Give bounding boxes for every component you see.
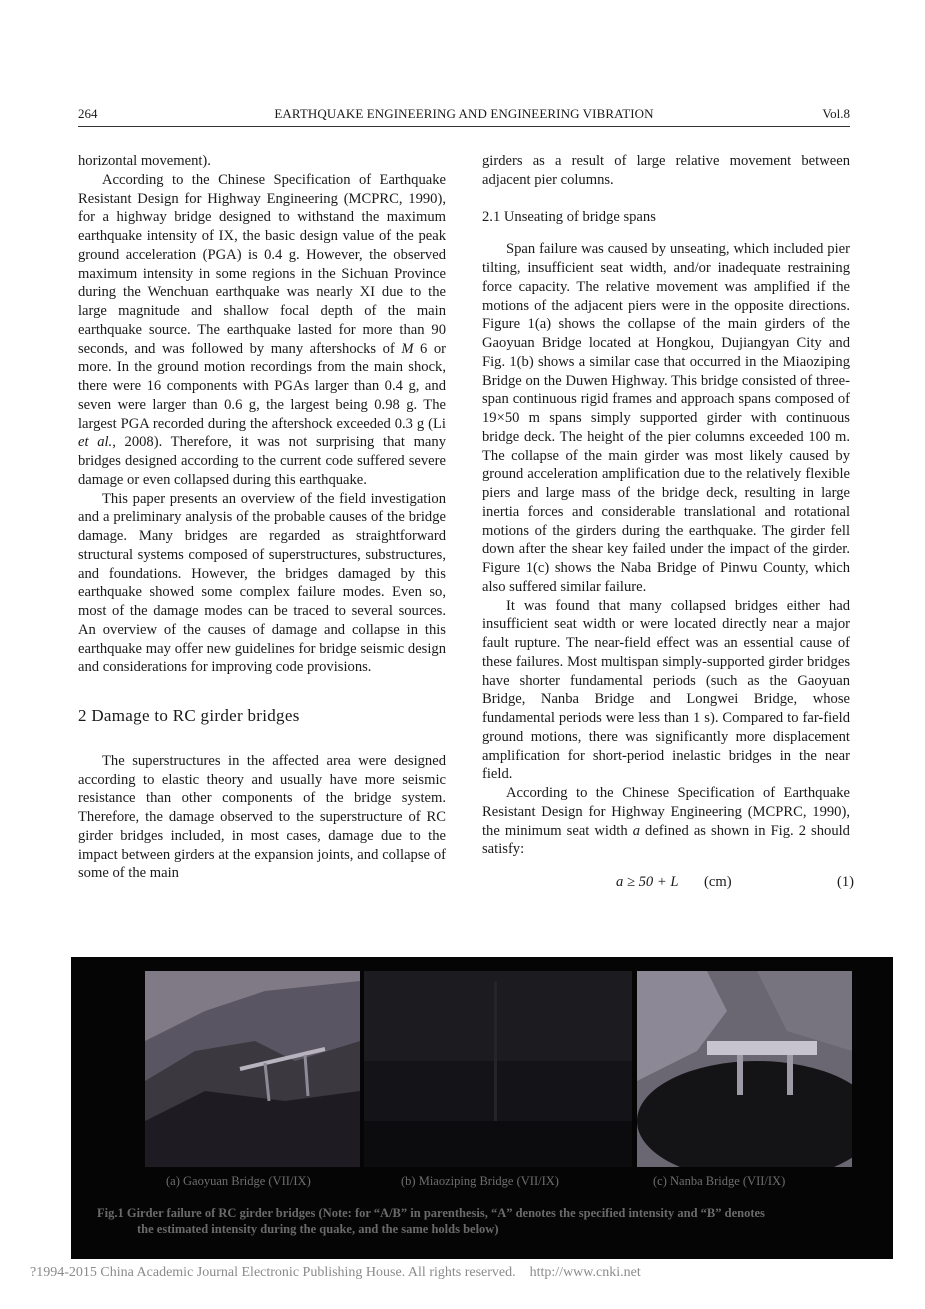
page-number: 264 [78, 106, 98, 121]
paragraph: It was found that many collapsed bridges either had insufficient seat width or were located directly near a major fault rupture. The near-field effect was an essential cause of these failures. Most multispan simply-supported girder bridges have shorter fundamental periods (such as the Gaoyuan Bridge, Nanba Bridge and Longwei Bridge, whose fundamental periods were less than 1 s). Compared to far-field ground motions, there was significantly more displacement amplification for short-period inelastic bridges in the near field. [482, 597, 850, 783]
figure-1 [71, 957, 893, 1259]
paragraph: According to the Chinese Specification of Earthquake Resistant Design for Highway Engineering (MCPRC, 1990), for a highway bridge designed to withstand the maximum earthquake intensity of IX, the basic design value of the peak ground acceleration (PGA) is 0.4 g. However, the observed maximum intensity in some regions in the Sichuan Province during the Wenchuan earthquake was nearly XI due to the large magnitude and shallow focal depth of the main earthquake source. The earthquake lasted for more than 90 seconds, and was followed by many aftershocks of M 6 or more. In the ground motion recordings from the main shock, there were 16 components with PGAs larger than 0.4 g, and seven were larger than 0.6 g, the largest being 0.98 g. The largest PGA recorded during the aftershock exceeded 0.3 g (Li et al., 2008). Therefore, it was not surprising that many bridges designed according to the current code suffered severe damage or even collapsed during this earthquake. [78, 171, 446, 488]
equation-unit: (cm) [704, 874, 732, 890]
photo-nanba-bridge [637, 971, 852, 1167]
equation-formula: a ≥ 50 + L [616, 874, 679, 890]
volume-label: Vol.8 [822, 106, 850, 121]
left-column [78, 152, 446, 883]
subsection-heading: 2.1 Unseating of bridge spans [482, 208, 656, 225]
photo-miaoziping-bridge [364, 971, 632, 1167]
footer [30, 1265, 830, 1281]
paragraph: This paper presents an overview of the field investigation and a preliminary analysis of the probable causes of the bridge damage. Many bridges are regarded as straightforward structural systems composed of superstructures, substructures, and foundations. However, the bridges damaged by this earthquake showed some complex failure modes. Even so, most of the damage modes can be traced to several sources. An overview of the causes of damage and collapse in this earthquake may offer new guidelines for bridge seismic design and considerations for improving code provisions. [78, 490, 446, 676]
section-heading: 2 Damage to RC girder bridges [78, 706, 300, 725]
copyright-notice: ?1994-2015 China Academic Journal Electronic Publishing House. All rights reserved. [30, 1265, 516, 1280]
paragraph: girders as a result of large relative movement between adjacent pier columns. [482, 153, 850, 188]
subcaption-a: (a) Gaoyuan Bridge (VII/IX) [166, 1174, 311, 1188]
figure-caption-line-2: the estimated intensity during the quake, and the same holds below) [137, 1222, 499, 1236]
subcaption-b: (b) Miaoziping Bridge (VII/IX) [401, 1174, 559, 1188]
equation-number: (1) [836, 874, 854, 890]
right-column [482, 152, 854, 897]
paragraph: The superstructures in the affected area were designed according to elastic theory and usually have more seismic resistance than other components of the bridge system. Therefore, the damage observed to the superstructure of RC girder bridges included, in most cases, damage due to the impact between girders at the expansion joints, and collapse of some of the main [78, 752, 446, 882]
paragraph: According to the Chinese Specification of Earthquake Resistant Design for Highway Engineering (MCPRC, 1990), the minimum seat width a defined as shown in Fig. 2 should satisfy: [482, 785, 850, 858]
equation-1 [482, 871, 854, 897]
figure-caption-line-1: Fig.1 Girder failure of RC girder bridges (Note: for “A/B” in parenthesis, “A” denotes the specified intensity and “B” denotes [97, 1206, 765, 1220]
running-header [78, 106, 850, 127]
paragraph: horizontal movement). [78, 153, 211, 169]
photo-gaoyuan-bridge [145, 971, 360, 1167]
footer-url: http://www.cnki.net [529, 1265, 641, 1280]
paragraph: Span failure was caused by unseating, which included pier tilting, insufficient seat width, and/or inadequate restraining force capacity. The relative movement was amplified if the motions of the adjacent piers were in the opposite directions. Figure 1(a) shows the collapse of the main girders of the Gaoyuan Bridge located at Hongkou, Dujiangyan City and Fig. 1(b) shows a similar case that occurred in the Miaoziping Bridge on the Duwen Highway. This bridge consisted of three-span continuous rigid frames and approach spans composed of 19×50 m spans simply supported girder with continuous bridge deck. The height of the pier columns exceeded 100 m. The collapse of the main girder was most likely caused by ground acceleration amplification due to the relatively flexible piers and large mass of the bridge deck, resulting in large inertia forces and considerable translational and rotational motions of the girders during the earthquake. The girder fell down after the shear key failed under the impact of the girder. Figure 1(c) shows the Naba Bridge of Pinwu County, which also suffered similar failure. [482, 241, 850, 595]
journal-title: EARTHQUAKE ENGINEERING AND ENGINEERING VIBRATION [274, 106, 654, 121]
figure-caption [97, 1205, 857, 1237]
subcaption-c: (c) Nanba Bridge (VII/IX) [653, 1174, 786, 1188]
